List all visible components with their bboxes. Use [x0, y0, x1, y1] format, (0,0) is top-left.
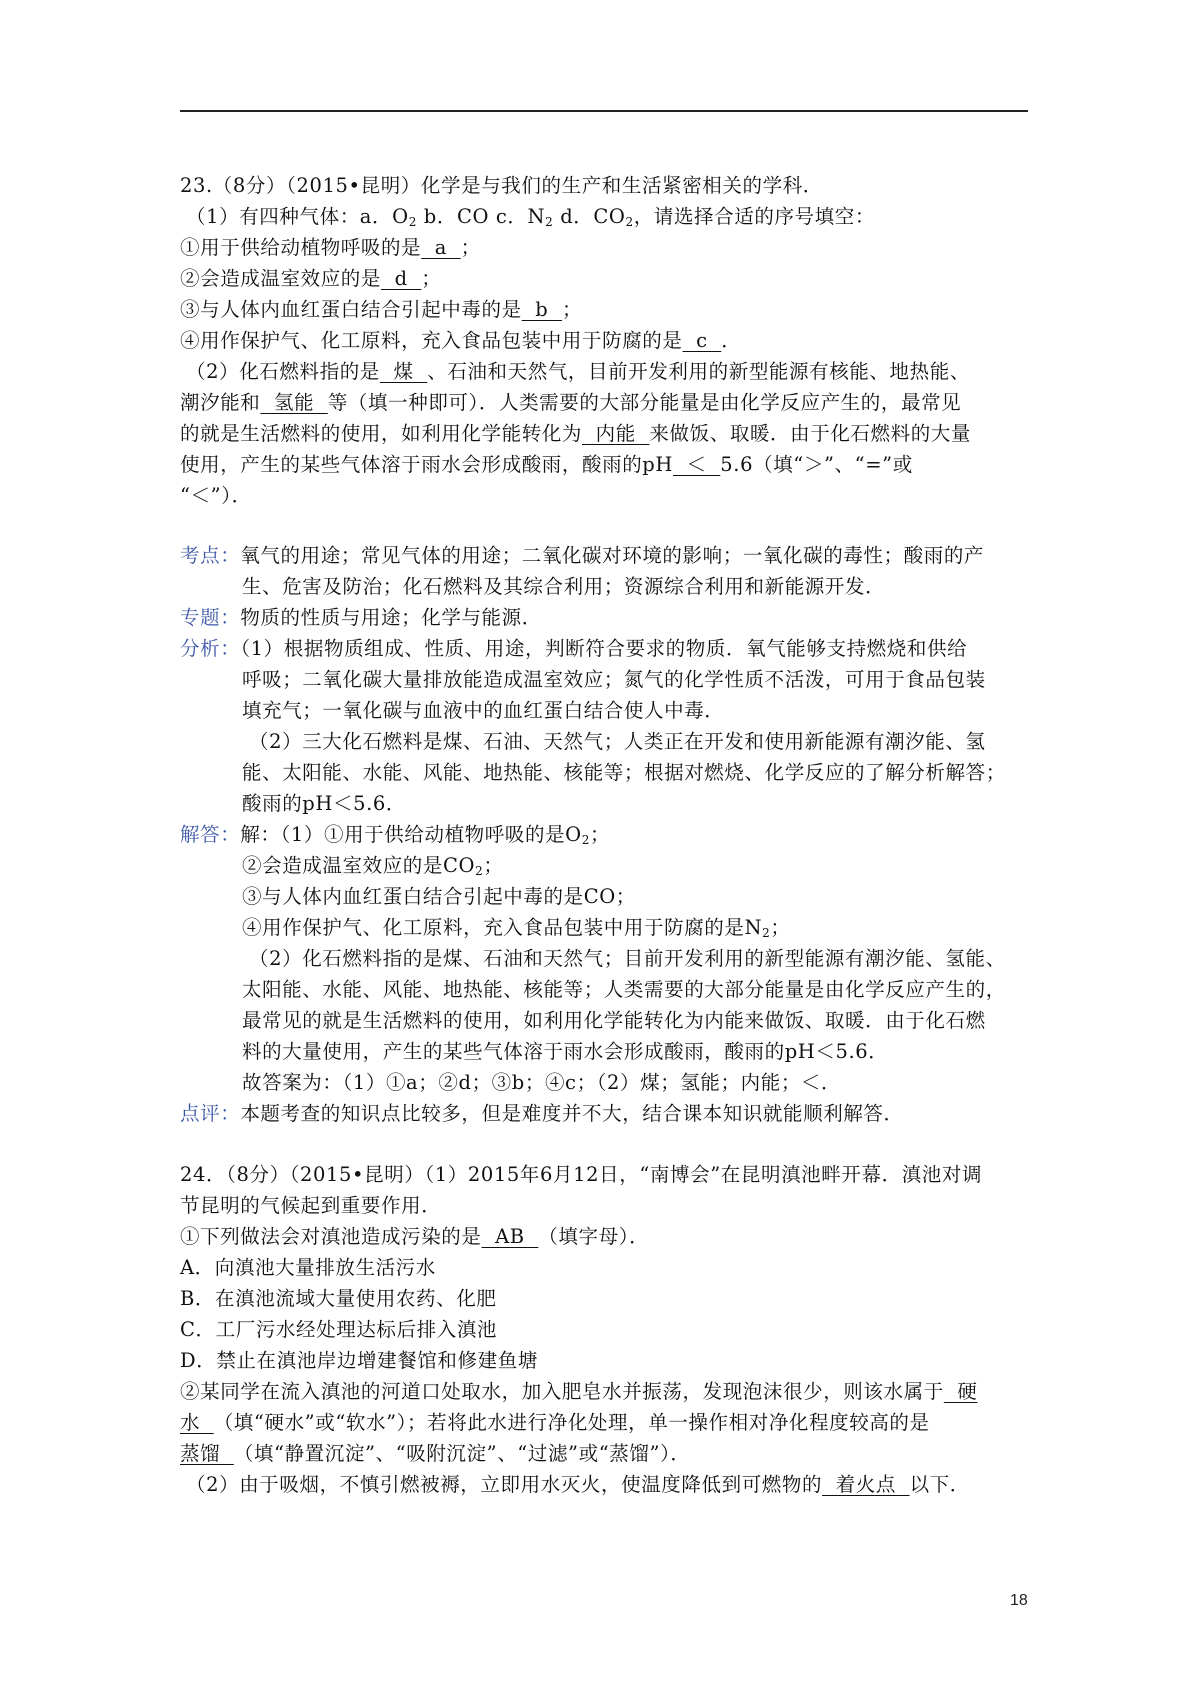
- q23-part2-line1: （2）化石燃料指的是 煤 、石油和天然气，目前开发利用的新型能源有核能、地热能、: [186, 360, 970, 383]
- fenxi-label: 分析：: [180, 637, 241, 660]
- q23-fenxi-line3: 填充气；一氧化碳与血液中的血红蛋白结合使人中毒．: [242, 699, 725, 722]
- q23-jieda-line8: 料的大量使用，产生的某些气体溶于雨水会形成酸雨，酸雨的pH＜5.6．: [242, 1040, 889, 1063]
- q23-zhuanti: 专题：物质的性质与用途；化学与能源．: [180, 606, 542, 629]
- q24-option-c: C．工厂污水经处理达标后排入滇池: [180, 1318, 498, 1341]
- q23-dianping: 点评：本题考查的知识点比较多，但是难度并不大，结合课本知识就能顺利解答．: [180, 1102, 904, 1125]
- dianping-label: 点评：: [180, 1102, 241, 1125]
- q23-item-1: ①用于供给动植物呼吸的是 a ；: [180, 236, 481, 259]
- q23-item-3: ③与人体内血红蛋白结合引起中毒的是 b ；: [180, 298, 583, 321]
- q23-jieda-line3: ③与人体内血红蛋白结合引起中毒的是CO；: [242, 885, 636, 908]
- answer-blank: 煤: [379, 360, 428, 383]
- q23-fenxi-line6: 酸雨的pH＜5.6．: [242, 792, 406, 815]
- answer-blank: AB: [481, 1225, 539, 1248]
- q23-part2-line3: 的就是生活燃料的使用，如利用化学能转化为 内能 来做饭、取暖．由于化石燃料的大量: [180, 422, 972, 445]
- q23-fenxi-line1: 分析：（1）根据物质组成、性质、用途，判断符合要求的物质．氧气能够支持燃烧和供给: [180, 637, 968, 660]
- answer-blank: 水: [180, 1411, 214, 1434]
- q23-jieda-line2: ②会造成温室效应的是$CO_2$；: [242, 854, 504, 878]
- q23-item-2: ②会造成温室效应的是 d ；: [180, 267, 442, 290]
- q24-item-2-line1: ②某同学在流入滇池的河道口处取水，加入肥皂水并振荡，发现泡沫很少，则该水属于 硬: [180, 1380, 978, 1403]
- answer-blank: 氢能: [260, 391, 328, 414]
- jieda-label: 解答：: [180, 823, 241, 846]
- answer-blank: a: [421, 236, 461, 259]
- q23-jieda-line1: 解答：解：（1）①用于供给动植物呼吸的是$O_2$；: [180, 823, 611, 847]
- answer-blank: 着火点: [822, 1473, 910, 1496]
- q23-jieda-line6: 太阳能、水能、风能、地热能、核能等；人类需要的大部分能量是由化学反应产生的，: [242, 978, 1006, 1001]
- answer-blank: ＜: [673, 453, 721, 476]
- q24-header-line2: 节昆明的气候起到重要作用．: [180, 1194, 442, 1217]
- q23-jieda-line7: 最常见的就是生活燃料的使用，如利用化学能转化为内能来做饭、取暖．由于化石燃: [242, 1009, 986, 1032]
- q23-jieda-line9: 故答案为：（1）①a；②d；③b；④c；（2）煤；氢能；内能；＜．: [242, 1071, 842, 1094]
- q23-part2-line4: 使用，产生的某些气体溶于雨水会形成酸雨，酸雨的pH ＜ 5.6（填“＞”、“=”或: [180, 453, 913, 476]
- q24-header-line1: 24．（8分）（2015•昆明）（1）2015年6月12日，“南博会”在昆明滇池畔开幕．滇池对调: [180, 1163, 983, 1186]
- q23-header: 23.（8分）（2015•昆明）化学是与我们的生产和生活紧密相关的学科．: [180, 174, 823, 197]
- q24-option-a: A．向滇池大量排放生活污水: [180, 1256, 436, 1279]
- q23-fenxi-line4: （2）三大化石燃料是煤、石油、天然气；人类正在开发和使用新能源有潮汐能、氢: [249, 730, 986, 753]
- answer-blank: 内能: [582, 422, 650, 445]
- answer-blank: d: [381, 267, 422, 290]
- answer-blank: c: [682, 329, 722, 352]
- q24-option-b: B．在滇池流域大量使用农药、化肥: [180, 1287, 497, 1310]
- q24-item-2-line2: 水 （填“硬水”或“软水”）；若将此水进行净化处理，单一操作相对净化程度较高的是: [180, 1411, 930, 1434]
- kaodian-label: 考点：: [180, 544, 241, 567]
- answer-blank: b: [521, 298, 562, 321]
- q23-part2-line2: 潮汐能和 氢能 等（填一种即可）．人类需要的大部分能量是由化学反应产生的，最常见: [180, 391, 962, 414]
- q23-part1-intro: （1）有四种气体：a．$O_2$ b．CO c．$N_2$ d．$CO_2$，请选择合适的序号填空：: [186, 205, 875, 229]
- q23-jieda-line5: （2）化石燃料指的是煤、石油和天然气；目前开发利用的新型能源有潮汐能、氢能、: [249, 947, 1006, 970]
- page-number: 18: [1010, 1592, 1028, 1609]
- q23-kaodian-line1: 考点：氧气的用途；常见气体的用途；二氧化碳对环境的影响；一氧化碳的毒性；酸雨的产: [180, 544, 985, 567]
- q24-option-d: D．禁止在滇池岸边增建餐馆和修建鱼塘: [180, 1349, 538, 1372]
- q23-fenxi-line5: 能、太阳能、水能、风能、地热能、核能等；根据对燃烧、化学反应的了解分析解答；: [242, 761, 1006, 784]
- answer-blank: 硬: [943, 1380, 978, 1403]
- q23-jieda-line4: ④用作保护气、化工原料，充入食品包装中用于防腐的是$N_2$；: [242, 916, 791, 940]
- answer-blank: 蒸馏: [180, 1442, 234, 1465]
- q24-part2: （2）由于吸烟，不慎引燃被褥，立即用水灭火，使温度降低到可燃物的 着火点 以下．: [186, 1473, 970, 1496]
- q23-part2-line5: “＜”）．: [180, 484, 252, 507]
- q23-fenxi-line2: 呼吸；二氧化碳大量排放能造成温室效应；氮气的化学性质不活泼，可用于食品包装: [242, 668, 986, 691]
- zhuanti-label: 专题：: [180, 606, 241, 629]
- q24-item-1: ①下列做法会对滇池造成污染的是 AB （填字母）．: [180, 1225, 650, 1248]
- q23-kaodian-line2: 生、危害及防治；化石燃料及其综合利用；资源综合利用和新能源开发．: [242, 575, 886, 598]
- q24-item-2-line3: 蒸馏 （填“静置沉淀”、“吸附沉淀”、“过滤”或“蒸馏”）．: [180, 1442, 691, 1465]
- q23-item-4: ④用作保护气、化工原料，充入食品包装中用于防腐的是 c ．: [180, 329, 742, 352]
- header-rule: [180, 110, 1028, 112]
